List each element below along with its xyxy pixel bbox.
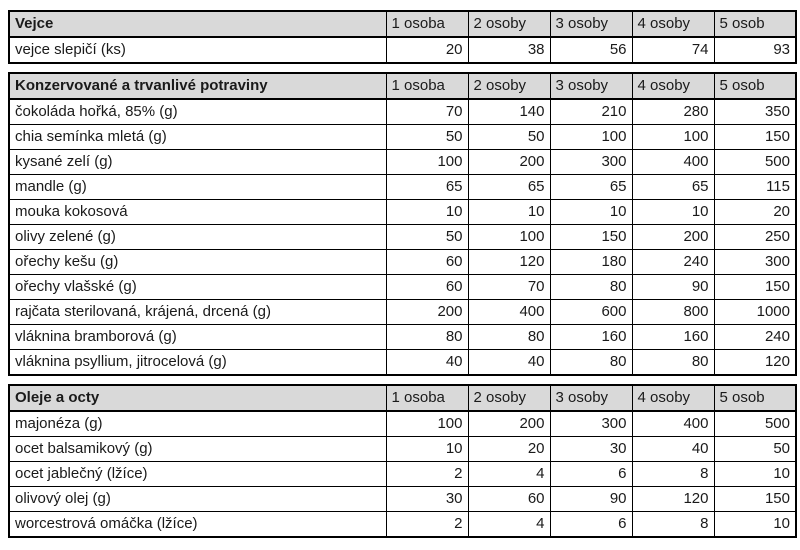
value-cell: 250 [714, 225, 796, 250]
value-cell: 400 [632, 411, 714, 437]
value-cell: 50 [386, 125, 468, 150]
value-cell: 200 [632, 225, 714, 250]
value-cell: 40 [386, 350, 468, 376]
section-title-cell: Oleje a octy [9, 385, 386, 411]
table-row [9, 150, 796, 175]
row-label-cell: chia semínka mletá (g) [9, 125, 386, 150]
column-header-cell: 2 osoby [468, 385, 550, 411]
value-cell: 80 [550, 350, 632, 376]
value-cell: 200 [468, 150, 550, 175]
value-cell: 40 [468, 350, 550, 376]
table-row [9, 37, 796, 63]
value-cell: 10 [468, 200, 550, 225]
value-cell: 140 [468, 99, 550, 125]
value-cell: 100 [468, 225, 550, 250]
value-cell: 160 [632, 325, 714, 350]
value-cell: 280 [632, 99, 714, 125]
value-cell: 120 [714, 350, 796, 376]
row-label-cell: ocet jablečný (lžíce) [9, 462, 386, 487]
value-cell: 350 [714, 99, 796, 125]
row-label-cell: mandle (g) [9, 175, 386, 200]
table-row [9, 125, 796, 150]
table-konzervovane-a-trvanlive-potraviny [8, 72, 797, 376]
value-cell: 50 [714, 437, 796, 462]
table-row [9, 250, 796, 275]
column-header-cell: 3 osoby [550, 385, 632, 411]
value-cell: 10 [714, 462, 796, 487]
value-cell: 500 [714, 411, 796, 437]
row-label-cell: čokoláda hořká, 85% (g) [9, 99, 386, 125]
row-label-cell: mouka kokosová [9, 200, 386, 225]
value-cell: 600 [550, 300, 632, 325]
value-cell: 300 [714, 250, 796, 275]
value-cell: 120 [632, 487, 714, 512]
column-header-cell: 1 osoba [386, 11, 468, 37]
value-cell: 300 [550, 411, 632, 437]
value-cell: 210 [550, 99, 632, 125]
value-cell: 150 [714, 275, 796, 300]
column-header-cell: 5 osob [714, 73, 796, 99]
value-cell: 80 [632, 350, 714, 376]
row-label-cell: vláknina bramborová (g) [9, 325, 386, 350]
value-cell: 100 [550, 125, 632, 150]
table-row [9, 437, 796, 462]
value-cell: 90 [550, 487, 632, 512]
table-header-row [9, 73, 796, 99]
table-vejce [8, 10, 797, 64]
table-row [9, 99, 796, 125]
value-cell: 150 [714, 487, 796, 512]
column-header-cell: 4 osoby [632, 385, 714, 411]
value-cell: 240 [632, 250, 714, 275]
value-cell: 40 [632, 437, 714, 462]
value-cell: 56 [550, 37, 632, 63]
value-cell: 60 [386, 250, 468, 275]
value-cell: 800 [632, 300, 714, 325]
value-cell: 240 [714, 325, 796, 350]
value-cell: 90 [632, 275, 714, 300]
value-cell: 50 [386, 225, 468, 250]
value-cell: 4 [468, 512, 550, 538]
value-cell: 60 [468, 487, 550, 512]
value-cell: 30 [386, 487, 468, 512]
row-label-cell: olivový olej (g) [9, 487, 386, 512]
value-cell: 10 [714, 512, 796, 538]
value-cell: 80 [550, 275, 632, 300]
row-label-cell: ocet balsamikový (g) [9, 437, 386, 462]
value-cell: 120 [468, 250, 550, 275]
value-cell: 70 [386, 99, 468, 125]
row-label-cell: worcestrová omáčka (lžíce) [9, 512, 386, 538]
column-header-cell: 2 osoby [468, 11, 550, 37]
value-cell: 74 [632, 37, 714, 63]
value-cell: 10 [386, 200, 468, 225]
table-row [9, 350, 796, 376]
section-title-cell: Vejce [9, 11, 386, 37]
column-header-cell: 3 osoby [550, 73, 632, 99]
table-header-row [9, 11, 796, 37]
value-cell: 160 [550, 325, 632, 350]
value-cell: 6 [550, 512, 632, 538]
column-header-cell: 4 osoby [632, 11, 714, 37]
value-cell: 400 [632, 150, 714, 175]
table-row [9, 175, 796, 200]
column-header-cell: 5 osob [714, 11, 796, 37]
row-label-cell: vejce slepičí (ks) [9, 37, 386, 63]
value-cell: 60 [386, 275, 468, 300]
value-cell: 1000 [714, 300, 796, 325]
table-row [9, 325, 796, 350]
table-row [9, 462, 796, 487]
value-cell: 65 [468, 175, 550, 200]
value-cell: 70 [468, 275, 550, 300]
value-cell: 10 [386, 437, 468, 462]
value-cell: 65 [386, 175, 468, 200]
value-cell: 80 [386, 325, 468, 350]
value-cell: 80 [468, 325, 550, 350]
value-cell: 30 [550, 437, 632, 462]
value-cell: 300 [550, 150, 632, 175]
value-cell: 400 [468, 300, 550, 325]
value-cell: 2 [386, 512, 468, 538]
column-header-cell: 4 osoby [632, 73, 714, 99]
value-cell: 6 [550, 462, 632, 487]
column-header-cell: 3 osoby [550, 11, 632, 37]
value-cell: 100 [386, 411, 468, 437]
value-cell: 180 [550, 250, 632, 275]
table-row [9, 225, 796, 250]
value-cell: 100 [386, 150, 468, 175]
value-cell: 65 [550, 175, 632, 200]
value-cell: 200 [468, 411, 550, 437]
row-label-cell: majonéza (g) [9, 411, 386, 437]
value-cell: 150 [550, 225, 632, 250]
table-header-row [9, 385, 796, 411]
value-cell: 150 [714, 125, 796, 150]
value-cell: 10 [632, 200, 714, 225]
value-cell: 115 [714, 175, 796, 200]
value-cell: 500 [714, 150, 796, 175]
value-cell: 20 [386, 37, 468, 63]
row-label-cell: kysané zelí (g) [9, 150, 386, 175]
value-cell: 8 [632, 512, 714, 538]
section-title-cell: Konzervované a trvanlivé potraviny [9, 73, 386, 99]
value-cell: 38 [468, 37, 550, 63]
column-header-cell: 1 osoba [386, 385, 468, 411]
value-cell: 93 [714, 37, 796, 63]
value-cell: 200 [386, 300, 468, 325]
value-cell: 20 [714, 200, 796, 225]
row-label-cell: vláknina psyllium, jitrocelová (g) [9, 350, 386, 376]
value-cell: 65 [632, 175, 714, 200]
value-cell: 100 [632, 125, 714, 150]
value-cell: 10 [550, 200, 632, 225]
column-header-cell: 1 osoba [386, 73, 468, 99]
table-row [9, 200, 796, 225]
value-cell: 4 [468, 462, 550, 487]
column-header-cell: 2 osoby [468, 73, 550, 99]
row-label-cell: rajčata sterilovaná, krájená, drcená (g) [9, 300, 386, 325]
table-row [9, 411, 796, 437]
table-row [9, 275, 796, 300]
value-cell: 50 [468, 125, 550, 150]
row-label-cell: olivy zelené (g) [9, 225, 386, 250]
table-oleje-a-octy [8, 384, 797, 538]
column-header-cell: 5 osob [714, 385, 796, 411]
value-cell: 8 [632, 462, 714, 487]
value-cell: 2 [386, 462, 468, 487]
row-label-cell: ořechy vlašské (g) [9, 275, 386, 300]
table-row [9, 512, 796, 538]
table-row [9, 300, 796, 325]
value-cell: 20 [468, 437, 550, 462]
table-row [9, 487, 796, 512]
row-label-cell: ořechy kešu (g) [9, 250, 386, 275]
